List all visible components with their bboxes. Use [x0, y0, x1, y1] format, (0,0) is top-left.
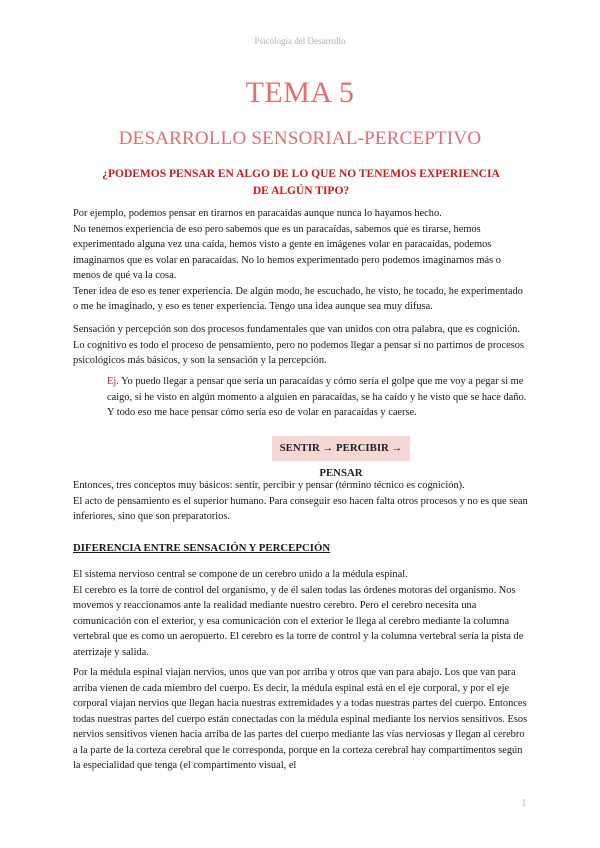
- page-title: TEMA 5: [245, 76, 355, 109]
- guiding-question: ¿PODEMOS PENSAR EN ALGO DE LO QUE NO TENEMOS EXPERIENCIA DE ALGÚN TIPO?: [102, 168, 500, 197]
- sistema-paragraph: [73, 567, 528, 660]
- page-subtitle: DESARROLLO SENSORIAL-PERCEPTIVO: [118, 128, 482, 149]
- intro-paragraph: [73, 206, 528, 315]
- sistema-line: El sistema nervioso central se compone de un cerebro unido a la médula espinal.: [73, 569, 408, 580]
- conceptos-line: El acto de pensamiento es el superior humano. Para conseguir eso hacen falta otros procesos y no es que sean inferiores, sino que son preparatorios.: [73, 495, 528, 522]
- conceptos-line: Entonces, tres conceptos muy básicos: sentir, percibir y pensar (término técnico es cognición).: [73, 480, 465, 491]
- sensacion-text: Sensación y percepción son dos procesos fundamentales que van unidos con otra palabra, que es cognición. Lo cognitivo es todo el proceso de pensamiento, pero no podemos llegar a pensar si no partimos de procesos psicológicos más básicos, y son la sensación y la percepción.: [73, 324, 525, 366]
- formula-box: SENTIR → PERCIBIR → PENSAR: [272, 436, 410, 461]
- example-label: Ej.: [107, 376, 119, 387]
- running-header: Psicología del Desarrollo: [254, 36, 346, 46]
- example-text: Yo puedo llegar a pensar que sería un paracaídas y cómo sería el golpe que me voy a pegar si me caigo, si he visto en algún momento a alguien en paracaídas, se ha caído y he visto que se hace daño. Y todo eso me hace pensar cómo sería eso de volar en paracaídas y caerse.: [107, 376, 527, 418]
- intro-line: Por ejemplo, podemos pensar en tirarnos en paracaídas aunque nunca lo hayamos hecho.: [73, 208, 442, 219]
- section-heading: DIFERENCIA ENTRE SENSACIÓN Y PERCEPCIÓN: [73, 542, 331, 554]
- medula-text: Por la médula espinal viajan nervios, unos que van por arriba y otros que van para abajo. Los que van para arriba vienen de cada miembro del cuerpo. Es decir, la médula espinal está en el eje corporal, y por el eje corporal viajan nervios que llegan hacia nuestras extremidades y a todas nuestras partes del cuerpo. Entonces todas nuestras partes del cuerpo están conectadas con la médula espinal mediante los nervios sensitivos. Esos nervios sensitivos vienen hacia arriba de las partes del cuerpo mediante las vías nerviosas y llegan al cerebro a la parte de la corteza cerebral que le corresponda, porque en la corteza cerebral hay compartimentos según la especialidad que tenga (el compartimento visual, el: [73, 667, 528, 771]
- sistema-line: El cerebro es la torre de control del organismo, y de él salen todas las órdenes motoras del organismo. Nos movemos y reaccionamos ante la realidad mediante nuestro cerebro. Pero el cerebro necesita una comunicación con el exterior, y esa comunicación con el exterior le llega al cerebro mediante la columna vertebral que es como un aeropuerto. El cerebro es la torre de control y la columna vertebral sería la pista de aterrizaje y salida.: [73, 584, 524, 658]
- medula-paragraph: [73, 665, 528, 774]
- conceptos-paragraph: [73, 478, 528, 525]
- page-number: 1: [521, 797, 527, 809]
- sensacion-paragraph: [73, 322, 528, 369]
- intro-line: No tenemos experiencia de eso pero sabemos que es un paracaídas, sabemos que es tirarse, hemos experimentado alguna vez una caída, hemos visto a gente en imágenes volar en paracaídas, podemos imaginarnos que es volar en paracaídas. No lo hemos experimentado pero podemos imaginarnos más o menos de qué va la cosa.: [73, 223, 501, 281]
- example-block: [107, 374, 529, 421]
- intro-line: Tener idea de eso es tener experiencia. De algún modo, he escuchado, he visto, he tocado, he experimentado o me he imaginado, y eso es tener experiencia. Tengo una idea aunque sea muy difusa.: [73, 285, 523, 312]
